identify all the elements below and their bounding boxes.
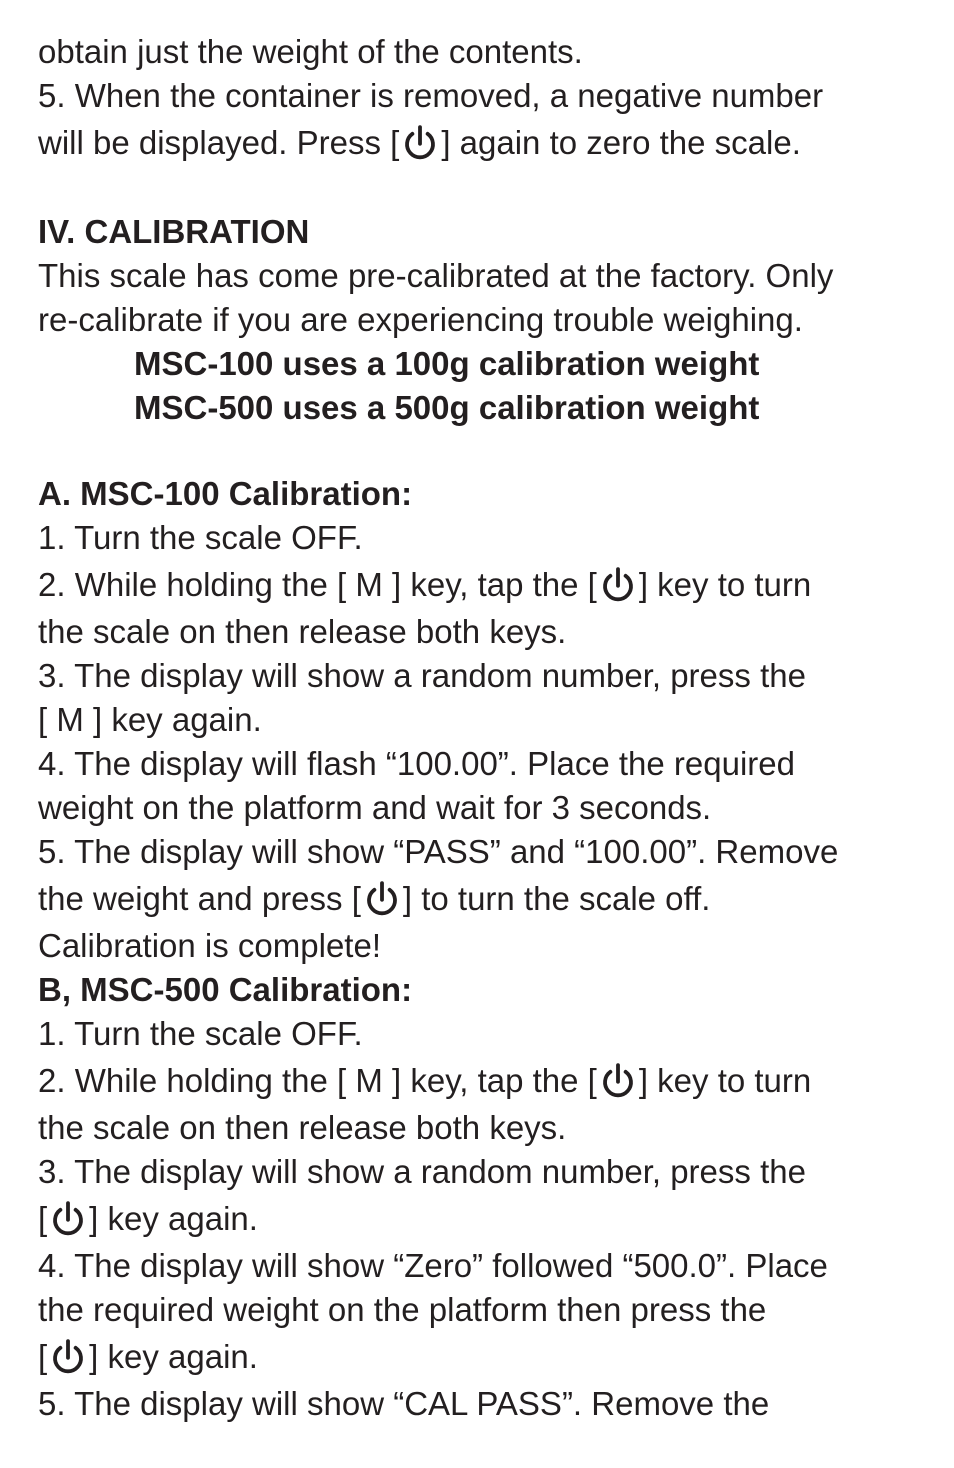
power-icon [401,124,439,162]
msc100-step-3-cont: [ M ] key again. [38,701,262,738]
power-icon [49,1200,87,1238]
msc500-step-2 [38,1056,954,1106]
msc500-step-2-after: ] key to turn [638,1062,812,1099]
power-icon [599,566,637,604]
msc100-step-2-after: ] key to turn [638,566,812,603]
msc100-heading: A. MSC-100 Calibration: [38,475,413,512]
power-icon [49,1338,87,1376]
msc100-step-5-after: ] to turn the scale off. [402,880,711,917]
power-icon [599,1062,637,1100]
msc500-step-3-after: ] key again. [89,1200,258,1237]
calibration-heading: IV. CALIBRATION [38,213,310,250]
calibration-desc-2: re-calibrate if you are experiencing trouble weighing. [38,301,803,338]
msc500-step-3-cont [38,1194,954,1244]
msc100-step-5: 5. The display will show “PASS” and “100.00”. Remove [38,833,839,870]
intro-line-3 [38,118,954,168]
msc100-step-5-before: the weight and press [ [38,880,361,917]
msc500-step-4-before: [ [38,1338,48,1375]
msc500-step-4-after: ] key again. [89,1338,258,1375]
msc100-step-5-cont [38,874,954,924]
intro-line-2: 5. When the container is removed, a negative number [38,77,824,114]
msc500-step-4-end [38,1332,954,1382]
msc500-step-4-cont: the required weight on the platform then press the [38,1291,767,1328]
msc500-step-2-before: 2. While holding the [ M ] key, tap the [ [38,1062,597,1099]
msc100-step-1: 1. Turn the scale OFF. [38,519,363,556]
intro-line-3-after: ] again to zero the scale. [441,124,801,161]
msc500-step-1: 1. Turn the scale OFF. [38,1015,363,1052]
msc500-step-3-before: [ [38,1200,48,1237]
msc500-step-4: 4. The display will show “Zero” followed “500.0”. Place [38,1247,828,1284]
msc500-step-3: 3. The display will show a random number, press the [38,1153,806,1190]
msc100-step-3: 3. The display will show a random number, press the [38,657,806,694]
msc100-step-2 [38,560,954,610]
msc100-step-2-cont: the scale on then release both keys. [38,613,567,650]
power-icon [363,880,401,918]
calibration-note-2: MSC-500 uses a 500g calibration weight [134,389,760,426]
calibration-note-1: MSC-100 uses a 100g calibration weight [134,345,760,382]
msc500-step-5: 5. The display will show “CAL PASS”. Remove the [38,1385,770,1422]
msc100-step-2-before: 2. While holding the [ M ] key, tap the [ [38,566,597,603]
intro-line-3-before: will be displayed. Press [ [38,124,400,161]
calibration-desc-1: This scale has come pre-calibrated at the factory. Only [38,257,834,294]
msc100-step-4: 4. The display will flash “100.00”. Place the required [38,745,795,782]
msc500-heading: B, MSC-500 Calibration: [38,971,413,1008]
msc100-step-5-end: Calibration is complete! [38,927,381,964]
msc500-step-2-cont: the scale on then release both keys. [38,1109,567,1146]
msc100-step-4-cont: weight on the platform and wait for 3 seconds. [38,789,712,826]
intro-line-1: obtain just the weight of the contents. [38,33,583,70]
